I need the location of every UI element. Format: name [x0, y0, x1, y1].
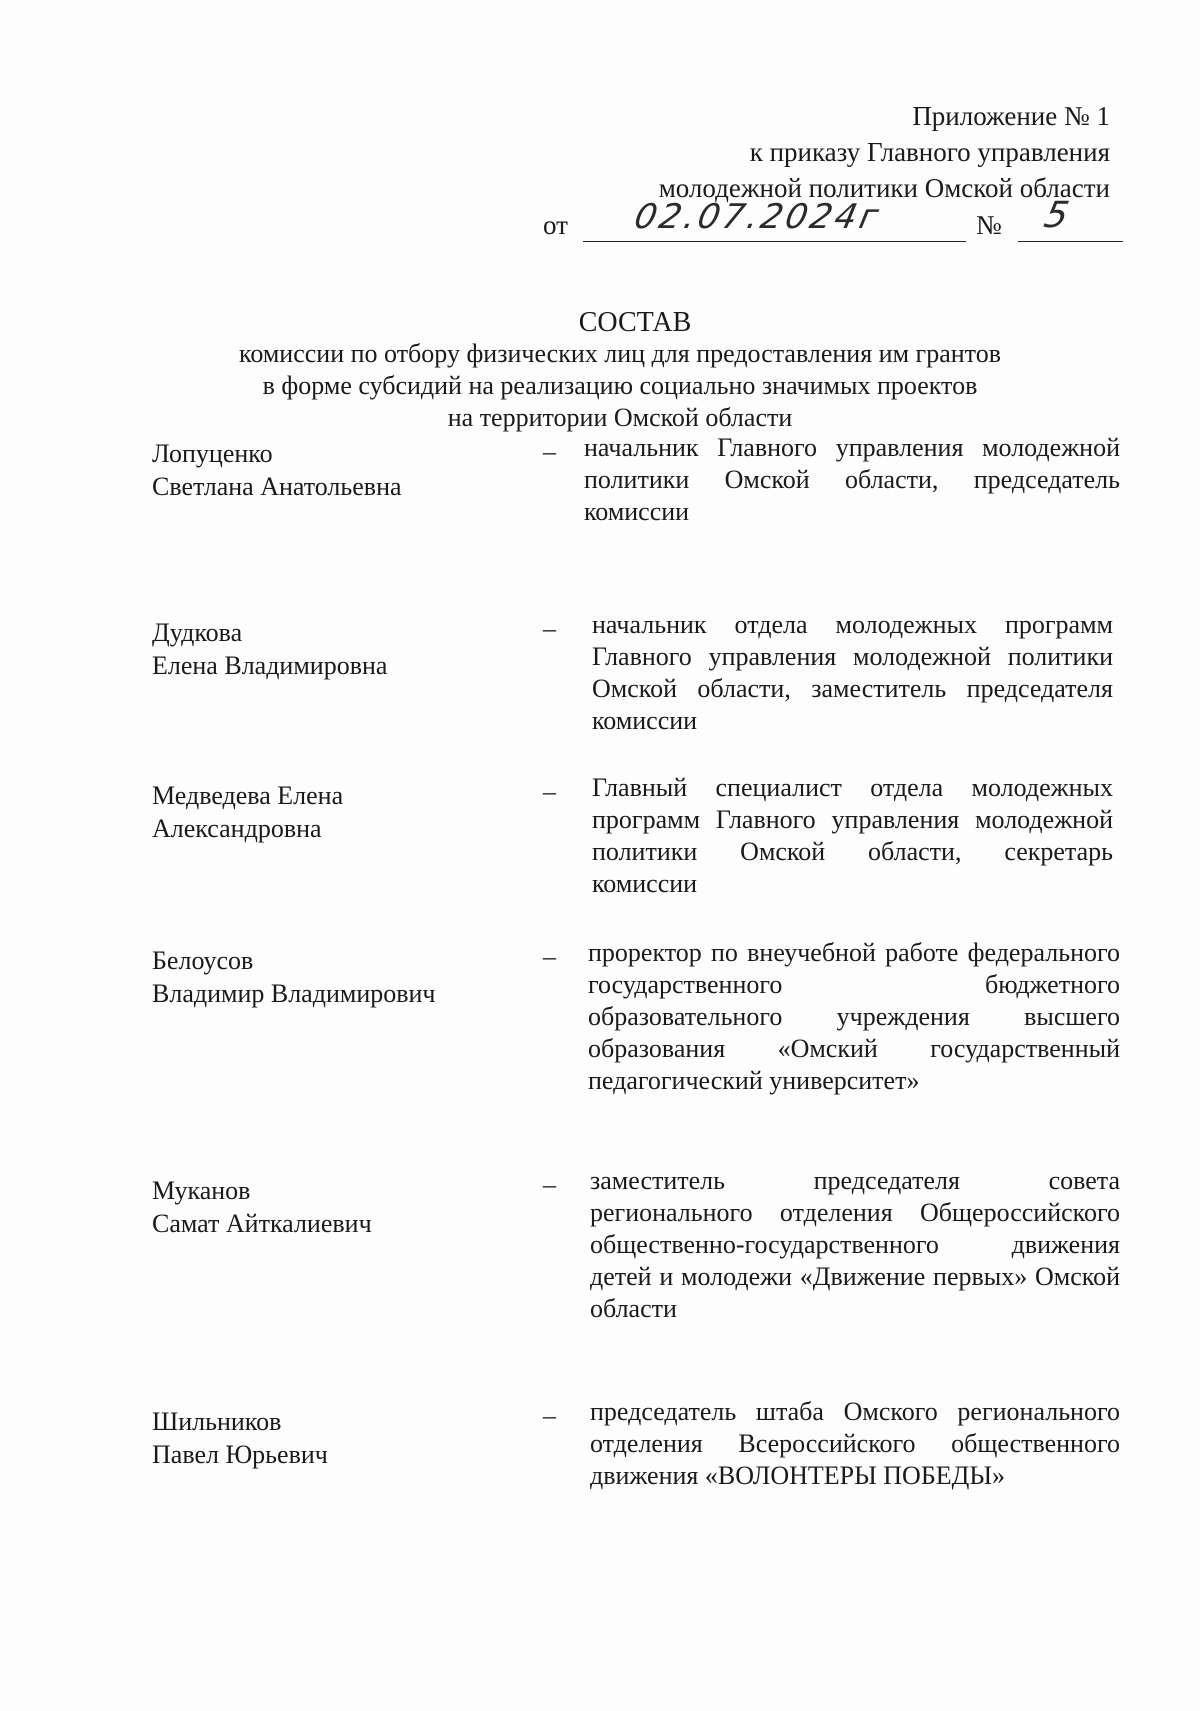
order-date-line: [543, 195, 1123, 247]
subtitle-line: комиссии по отбору физических лиц для предоставления им грантов: [239, 339, 1001, 368]
subtitle-line: в форме субсидий на реализацию социально значимых проектов: [262, 371, 978, 400]
member-given-names: Александровна: [152, 814, 322, 843]
member-name: [152, 779, 532, 845]
member-name: [152, 1174, 532, 1240]
member-given-names: Самат Айткалиевич: [152, 1209, 372, 1238]
date-prefix: от: [543, 210, 568, 240]
member-dash: –: [543, 1170, 556, 1199]
member-role: проректор по внеучебной работе федерального государственного бюджетного образовательного учреждения высшего образования «Омский государственный педагогический университет»: [588, 938, 1120, 1095]
member-given-names: Владимир Владимирович: [152, 979, 436, 1008]
document-title: СОСТАВ: [578, 307, 692, 338]
member-role: Главный специалист отдела молодежных программ Главного управления молодежной политики Омской области, секретарь комиссии: [592, 773, 1113, 898]
member-name: [152, 1405, 532, 1471]
member-role: председатель штаба Омского регионального отделения Всероссийского общественного движения «ВОЛОНТЕРЫ ПОБЕДЫ»: [590, 1397, 1120, 1490]
member-dash: –: [543, 437, 556, 466]
member-dash: –: [543, 1401, 556, 1430]
member-role: заместитель председателя совета регионального отделения Общероссийского общественно-государственного движения детей и молодежи «Движение первых» Омской области: [590, 1166, 1120, 1323]
member-name: [152, 437, 532, 503]
handwritten-date: 02.07.2024г: [630, 197, 885, 237]
member-surname: Белоусов: [152, 946, 254, 975]
member-surname: Медведева Елена: [152, 781, 344, 810]
number-underline: [1018, 241, 1123, 242]
number-prefix: №: [976, 210, 1002, 240]
member-given-names: Павел Юрьевич: [152, 1440, 328, 1469]
appendix-number: Приложение № 1: [912, 101, 1110, 131]
member-dash: –: [543, 614, 556, 643]
member-name: [152, 944, 532, 1010]
member-given-names: Светлана Анатольевна: [152, 472, 402, 501]
handwritten-number: 5: [1040, 195, 1076, 236]
member-role: начальник Главного управления молодежной политики Омской области, председатель комиссии: [584, 433, 1120, 526]
document-subtitle: [170, 338, 1070, 434]
member-surname: Лопуценко: [152, 439, 273, 468]
member-dash: –: [543, 942, 556, 971]
subtitle-line: на территории Омской области: [447, 403, 793, 432]
member-surname: Муканов: [152, 1176, 251, 1205]
member-surname: Дудкова: [152, 618, 243, 647]
member-name: [152, 616, 532, 682]
member-dash: –: [543, 777, 556, 806]
member-given-names: Елена Владимировна: [152, 651, 388, 680]
member-surname: Шильников: [152, 1407, 282, 1436]
appendix-header: [410, 98, 1110, 206]
member-role: начальник отдела молодежных программ Главного управления молодежной политики Омской области, заместитель председателя комиссии: [592, 610, 1113, 735]
appendix-order-ref: к приказу Главного управления: [749, 137, 1110, 167]
date-underline: [583, 241, 966, 242]
appendix-organization: молодежной политики Омской области: [658, 173, 1110, 203]
